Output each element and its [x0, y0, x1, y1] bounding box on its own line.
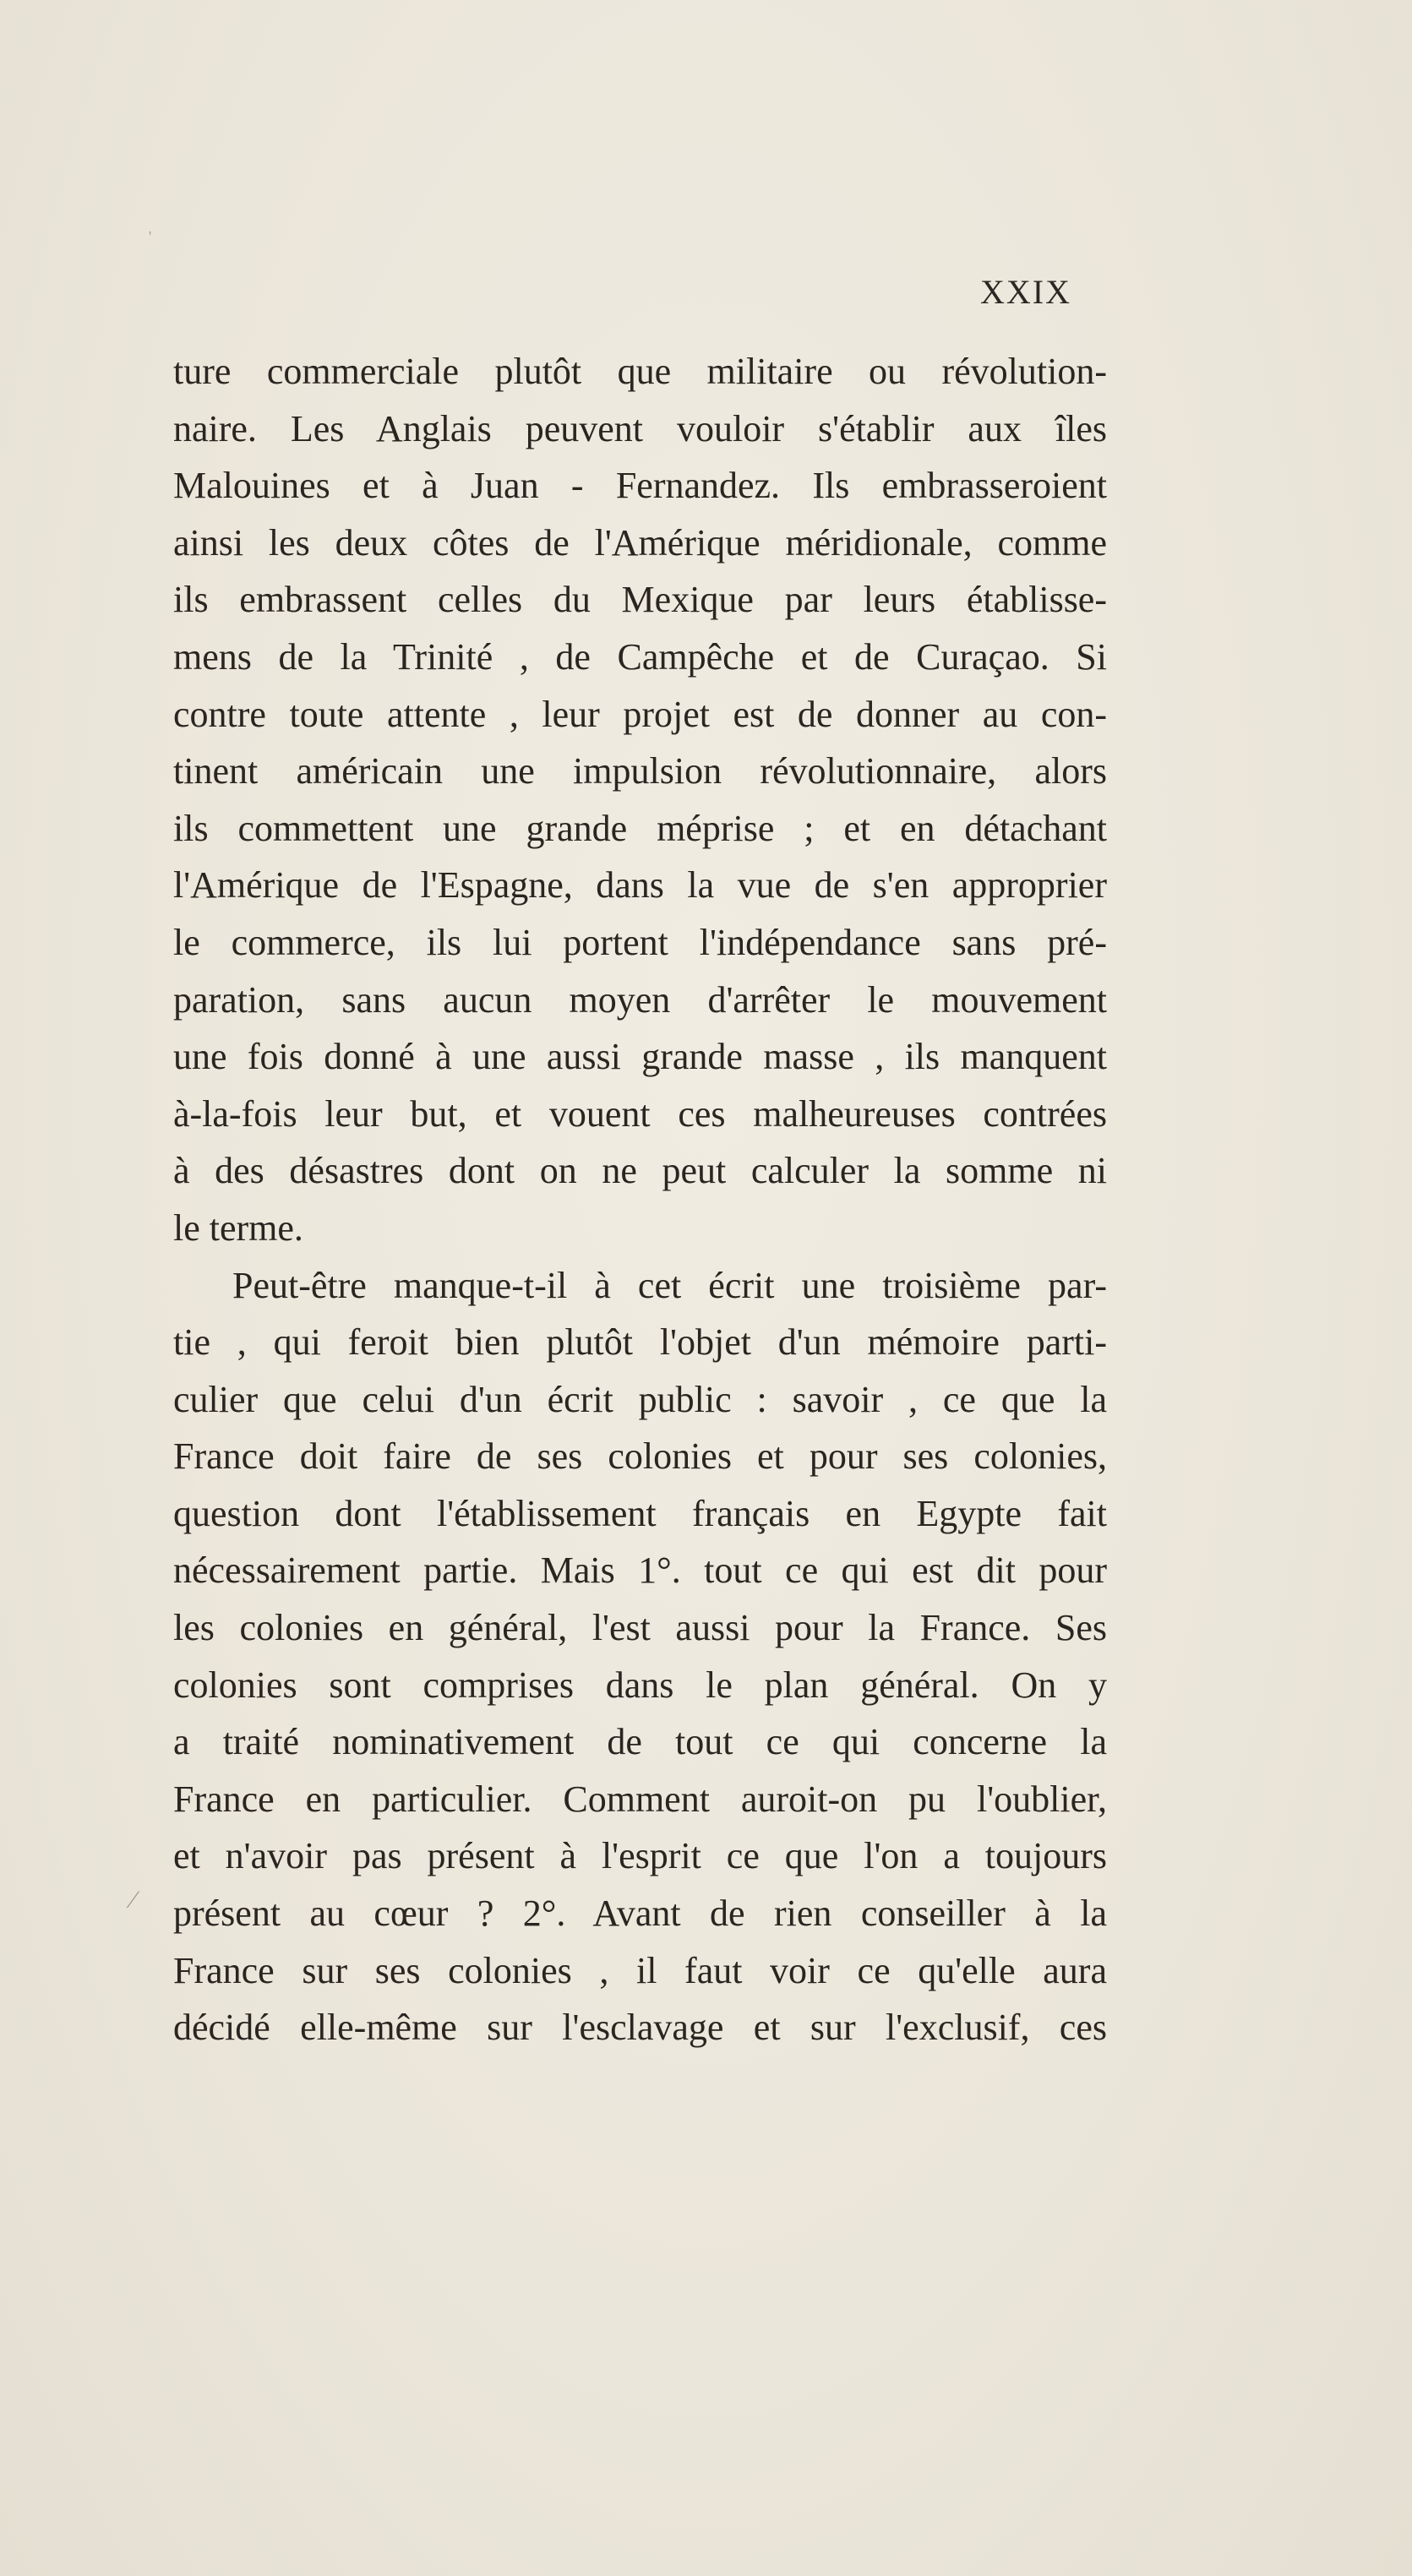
- text-line: Malouines et à Juan - Fernandez. Ils embrasseroient: [173, 465, 1107, 507]
- body-text: [173, 343, 1107, 2056]
- text-line: tinent américain une impulsion révolutionnaire, alors: [173, 750, 1107, 792]
- text-line-paragraph-end: le terme.: [173, 1206, 303, 1249]
- text-line: paration, sans aucun moyen d'arrêter le mouvement: [173, 978, 1107, 1021]
- text-line: colonies sont comprises dans le plan général. On y: [173, 1664, 1107, 1706]
- text-line: tie , qui feroit bien plutôt l'objet d'un mémoire parti-: [173, 1321, 1107, 1364]
- text-line: a traité nominativement de tout ce qui concerne la: [173, 1721, 1107, 1763]
- text-line: à-la-fois leur but, et vouent ces malheureuses contrées: [173, 1092, 1107, 1135]
- text-line: et n'avoir pas présent à l'esprit ce que l'on a toujours: [173, 1835, 1107, 1877]
- text-line: ils embrassent celles du Mexique par leurs établisse-: [173, 579, 1107, 621]
- text-line: l'Amérique de l'Espagne, dans la vue de s'en approprier: [173, 864, 1107, 907]
- text-line: naire. Les Anglais peuvent vouloir s'établir aux îles: [173, 407, 1107, 449]
- text-line: à des désastres dont on ne peut calculer la somme ni: [173, 1150, 1107, 1192]
- text-line-paragraph-start: Peut-être manque-t-il à cet écrit une troisième par-: [232, 1264, 1107, 1306]
- text-line: France sur ses colonies , il faut voir ce qu'elle aura: [173, 1949, 1107, 1991]
- text-line: le commerce, ils lui portent l'indépendance sans pré-: [173, 921, 1107, 963]
- text-line: présent au cœur ? 2°. Avant de rien conseiller à la: [173, 1893, 1107, 1935]
- top-margin-mark: ': [149, 228, 152, 245]
- text-line: décidé elle-même sur l'esclavage et sur l'exclusif, ces: [173, 2007, 1107, 2049]
- text-line: ils commettent une grande méprise ; et en détachant: [173, 807, 1107, 849]
- text-line: contre toute attente , leur projet est de donner au con-: [173, 693, 1107, 735]
- text-line: les colonies en général, l'est aussi pour la France. Ses: [173, 1607, 1107, 1649]
- text-line: une fois donné à une aussi grande masse , ils manquent: [173, 1036, 1107, 1078]
- text-line: culier que celui d'un écrit public : savoir , ce que la: [173, 1378, 1107, 1420]
- text-line: mens de la Trinité , de Campêche et de Curaçao. Si: [173, 635, 1107, 678]
- text-line: nécessairement partie. Mais 1°. tout ce qui est dit pour: [173, 1549, 1107, 1592]
- margin-pencil-mark: ⁄: [131, 1886, 136, 1914]
- page-number: XXIX: [980, 273, 1071, 311]
- text-line: question dont l'établissement français en Egypte fait: [173, 1492, 1107, 1534]
- text-line: ture commerciale plutôt que militaire ou révolution-: [173, 351, 1107, 392]
- text-line: France doit faire de ses colonies et pour ses colonies,: [173, 1435, 1107, 1478]
- text-line: ainsi les deux côtes de l'Amérique méridionale, comme: [173, 521, 1107, 564]
- text-line: France en particulier. Comment auroit-on pu l'oublier,: [173, 1778, 1107, 1820]
